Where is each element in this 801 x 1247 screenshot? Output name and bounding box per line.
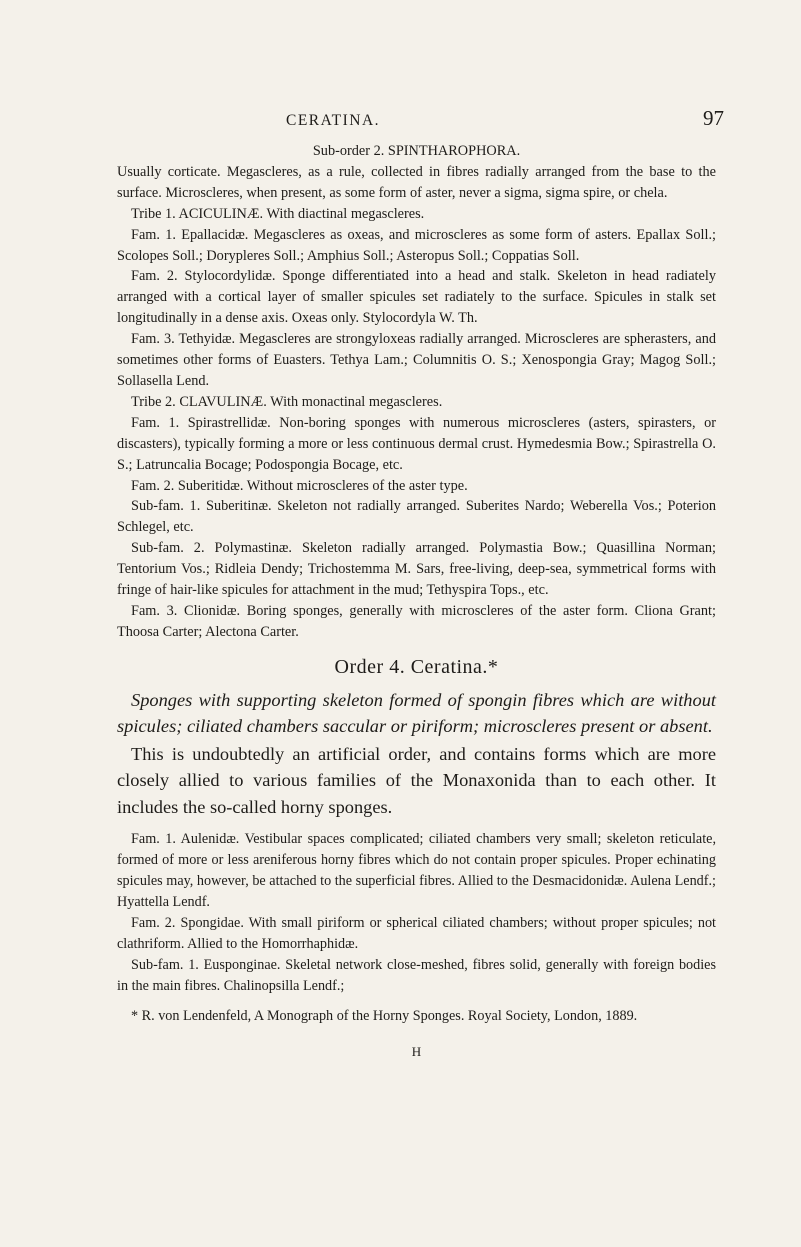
signature-mark: H xyxy=(411,1044,422,1059)
family-epallacidae: Fam. 1. Epallacidæ. Megascleres as oxeas, and microscleres as some form of asters. Epallax Soll.; Scolopes Soll.; Dorypleres Soll.; Amphius Soll.; Asteropus Soll.; Coppatias Soll. xyxy=(117,226,716,264)
suborder-description: Usually corticate. Megascleres, as a rule, collected in fibres radially arranged from the base to the surface. Microscleres, when present, as some form of aster, never a sigma, sigma spire, or chela. xyxy=(117,163,716,201)
page-header xyxy=(0,106,801,138)
family-stylocordylidae: Fam. 2. Stylocordylidæ. Sponge differentiated into a head and stalk. Skeleton in head radiately arranged with a cortical layer of smaller spicules set radiately to the surface. Spicules in stalk set longitudinally in a dense axis. Oxeas only. Stylocordyla W. Th. xyxy=(117,268,716,327)
family-spongidae: Fam. 2. Spongidae. With small piriform or spherical ciliated chambers; without proper spicules; not clathriform. Allied to the Homorrhaphidæ. xyxy=(117,914,716,952)
family-clionidae: Fam. 3. Clionidæ. Boring sponges, generally with microscleres of the aster form. Cliona Grant; Thoosa Carter; Alectona Carter. xyxy=(117,602,716,640)
tribe-clavulinae: Tribe 2. CLAVULINÆ. With monactinal megascleres. xyxy=(131,393,443,410)
family-tethyidae: Fam. 3. Tethyidæ. Megascleres are strongyloxeas radially arranged. Microscleres are spherasters, and sometimes other forms of Euasters. Tethya Lam.; Columnitis O. S.; Xenospongia Gray; Magog Soll.; Sollasella Lend. xyxy=(117,331,716,389)
subfamily-suberitinae: Sub-fam. 1. Suberitinæ. Skeleton not radially arranged. Suberites Nardo; Weberella Vos.; Poterion Schlegel, etc. xyxy=(117,498,716,536)
page-number: 97 xyxy=(703,106,724,130)
suborder-heading: Sub-order 2. SPINTHAROPHORA. xyxy=(312,143,521,159)
family-suberitidae: Fam. 2. Suberitidæ. Without microscleres of the aster type. xyxy=(131,477,468,494)
tribe-aciculinae: Tribe 1. ACICULINÆ. With diactinal megascleres. xyxy=(131,205,425,222)
order-definition: Sponges with supporting skeleton formed of spongin fibres which are without spicules; ciliated chambers saccular or piriform; microscleres present or absent. xyxy=(117,689,716,737)
subfamily-polymastinae: Sub-fam. 2. Polymastinæ. Skeleton radially arranged. Polymastia Bow.; Quasillina Norman; Tentorium Vos.; Ridleia Dendy; Trichostemma M. Sars, free-living, deep-sea, symmetrical forms with fringe of hair-like spicules for attachment in the mud; Tethyspira Tops., etc. xyxy=(117,540,716,599)
page-body xyxy=(117,141,716,1063)
order-commentary: This is undoubtedly an artificial order, and contains forms which are more closely allied to various families of the Monaxonida than to each other. It includes the so-called horny sponges. xyxy=(117,743,716,817)
family-aulenidae: Fam. 1. Aulenidæ. Vestibular spaces complicated; ciliated chambers very small; skeleton reticulate, formed of more or less areniferous horny fibres which do not contain proper spicules. Proper echinating spicules may, however, be attached to the superficial fibres. Allied to the Desmacidonidæ. Aulena Lendf.; Hyattella Lendf. xyxy=(117,831,716,910)
subfamily-eusponginae: Sub-fam. 1. Eusponginae. Skeletal network close-meshed, fibres solid, generally with foreign bodies in the main fibres. Chalinopsilla Lendf.; xyxy=(117,956,716,994)
family-spirastrellidae: Fam. 1. Spirastrellidæ. Non-boring sponges with numerous microscleres (asters, spirasters, or discasters), typically forming a more or less continuous dermal crust. Hymedesmia Bow.; Spirastrella O. S.; Latruncalia Bocage; Podospongia Bocage, etc. xyxy=(117,414,716,473)
footnote: * R. von Lendenfeld, A Monograph of the Horny Sponges. Royal Society, London, 1889. xyxy=(131,1007,638,1024)
running-title: CERATINA. xyxy=(286,112,381,129)
order-heading: Order 4. Ceratina.* xyxy=(334,655,499,678)
